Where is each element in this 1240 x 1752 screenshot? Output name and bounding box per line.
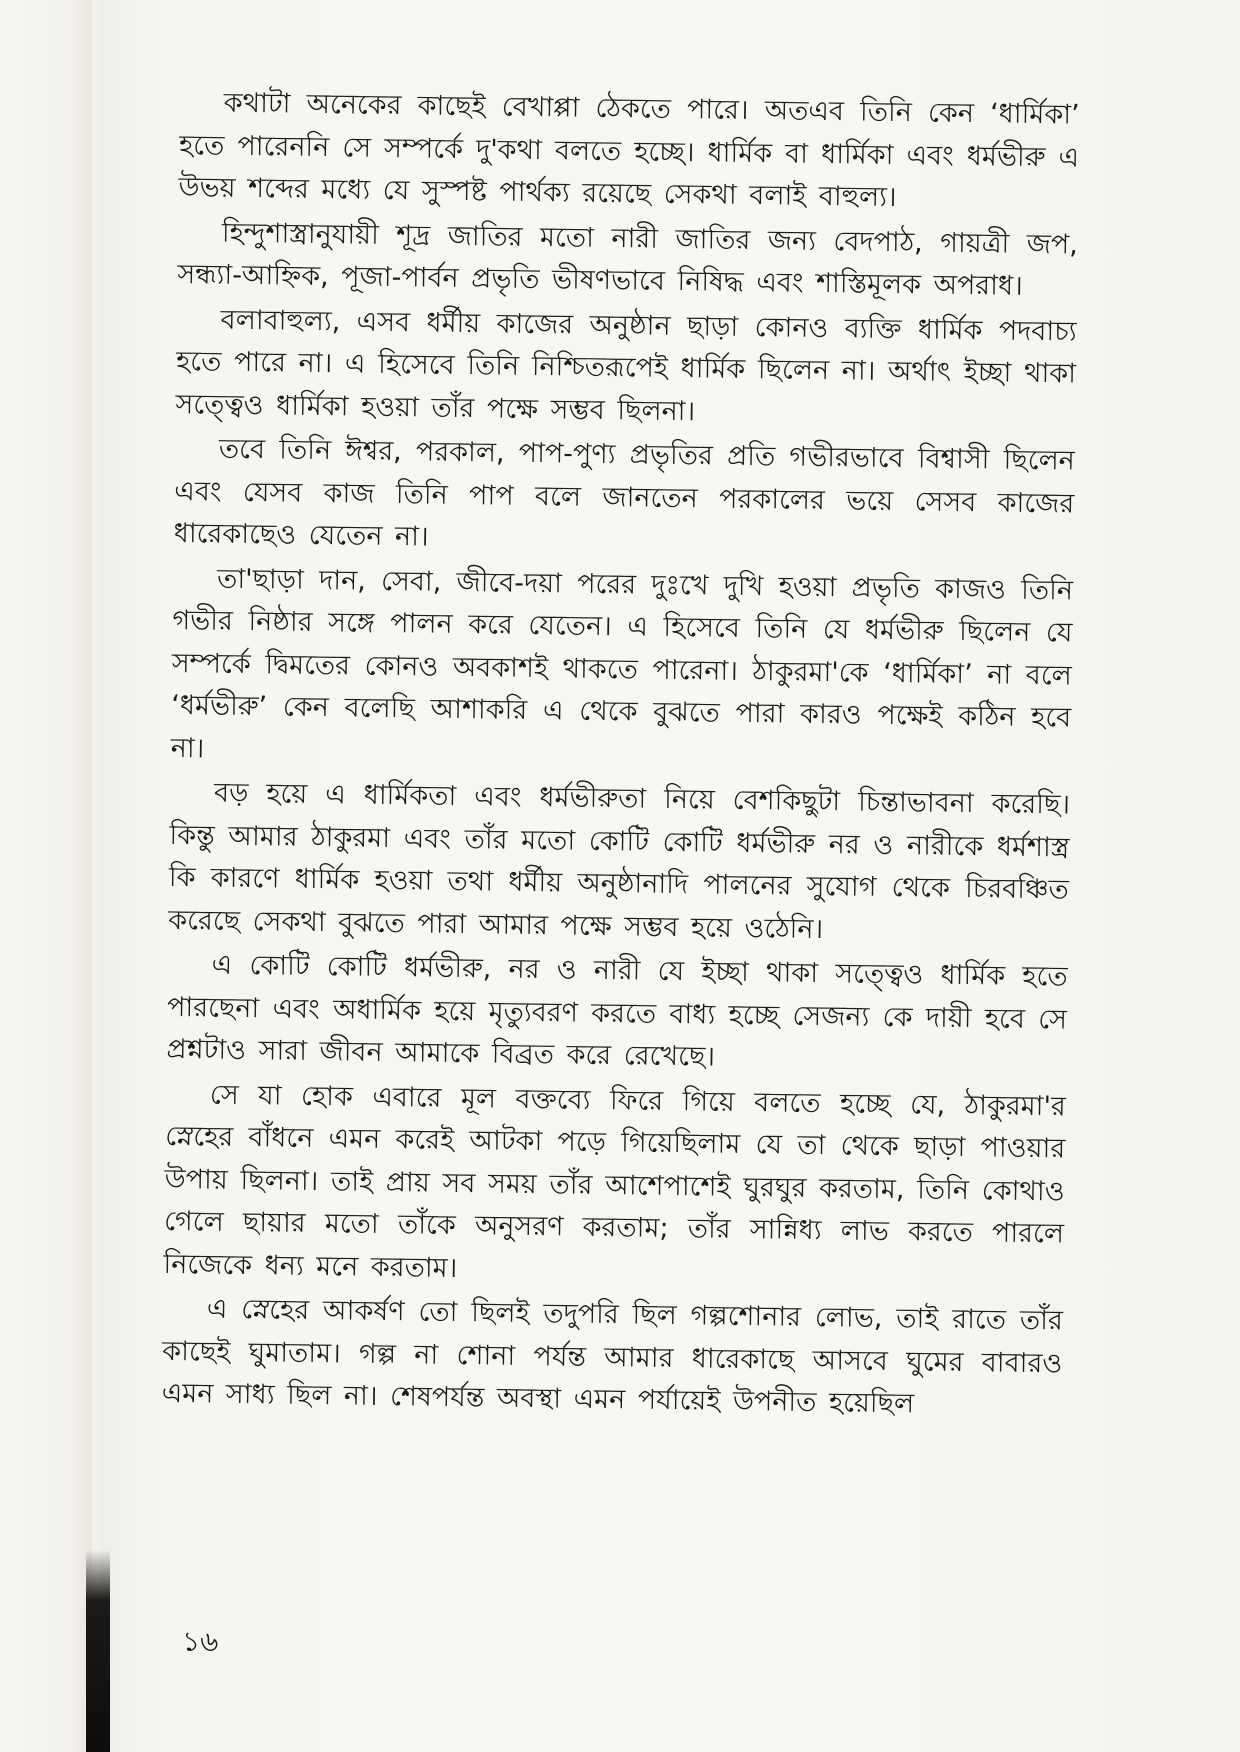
page-text: [161, 82, 1080, 1430]
paragraph-3: বলাবাহুল্য, এসব ধর্মীয় কাজের অনুষ্ঠান ছাড়া কোনও ব্যক্তি ধার্মিক পদবাচ্য হতে পারে না। এ হিসেবে তিনি নিশ্চিতরূপেই ধার্মিক ছিলেন না। অর্থাৎ ইচ্ছা থাকা সত্ত্বেও ধার্মিকা হওয়া তাঁর পক্ষে সম্ভব ছিলনা।: [175, 304, 1077, 427]
paragraph-7: এ কোটি কোটি ধর্মভীরু, নর ও নারী যে ইচ্ছা থাকা সত্ত্বেও ধার্মিক হতে পারছেনা এবং অধার্মিক হয়ে মৃত্যুবরণ করতে বাধ্য হচ্ছে সেজন্য কে দায়ী হবে সে প্রশ্নটাও সারা জীবন আমাকে বিব্রত করে রেখেছে।: [166, 949, 1068, 1073]
paragraph-8: সে যা হোক এবারে মূল বক্তব্যে ফিরে গিয়ে বলতে হচ্ছে যে, ঠাকুরমা'র স্নেহের বাঁধনে এমন করেই আটকা পড়ে গিয়েছিলাম যে তা থেকে ছাড়া পাওয়ার উপায় ছিলনা। তাই প্রায় সব সময় তাঁর আশেপাশেই ঘুরঘুর করতাম, তিনি কোথাও গেলে ছায়ার মতো তাঁকে অনুসরণ করতাম; তাঁর সান্নিধ্য লাভ করতে পারলে নিজেকে ধন্য মনে করতাম।: [163, 1079, 1066, 1284]
paragraph-9: এ স্নেহের আকর্ষণ তো ছিলই তদুপরি ছিল গল্পশোনার লোভ, তাই রাতে তাঁর কাছেই ঘুমাতাম। গল্প না শোনা পর্যন্ত আমার ধারেকাছে আসবে ঘুমের বাবারও এমন সাধ্য ছিল না। শেষপর্যন্ত অবস্থা এমন পর্যায়েই উপনীত হয়েছিল: [161, 1293, 1064, 1420]
book-spine-shadow: [86, 1550, 110, 1752]
paragraph-1: কথাটা অনেকের কাছেই বেখাপ্পা ঠেকতে পারে। অতএব তিনি কেন ‘ধার্মিকা’ হতে পারেননি সে সম্পর্কে দু'কথা বলতে হচ্ছে। ধার্মিক বা ধার্মিকা এবং ধর্মভীরু এ উভয় শব্দের মধ্যে যে সুস্পষ্ট পার্থক্য রয়েছে সেকথা বলাই বাহুল্য।: [178, 87, 1080, 214]
paragraph-5: তা'ছাড়া দান, সেবা, জীবে-দয়া পরের দুঃখে দুখি হওয়া প্রভৃতি কাজও তিনি গভীর নিষ্ঠার সঙ্গে পালন করে যেতেন। এ হিসেবে তিনি যে ধর্মভীরু ছিলেন যে সম্পর্কে দ্বিমতের কোনও অবকাশই থাকতে পারেনা। ঠাকুরমা'কে ‘ধার্মিকা’ না বলে ‘ধর্মভীরু’ কেন বলেছি আশাকরি এ থেকে বুঝতে পারা কারও পক্ষেই কঠিন হবে না।: [170, 563, 1074, 764]
page-number: ১৬: [182, 1625, 219, 1658]
paragraph-4: তবে তিনি ঈশ্বর, পরকাল, পাপ-পুণ্য প্রভৃতির প্রতি গভীরভাবে বিশ্বাসী ছিলেন এবং যেসব কাজ তিনি পাপ বলে জানতেন পরকালের ভয়ে সেসব কাজের ধারেকাছেও যেতেন না।: [173, 433, 1076, 553]
paragraph-6: বড় হয়ে এ ধার্মিকতা এবং ধর্মভীরুতা নিয়ে বেশকিছুটা চিন্তাভাবনা করেছি। কিন্তু আমার ঠাকুরমা এবং তাঁর মতো কোটি কোটি ধর্মভীরু নর ও নারীকে ধর্মশাস্ত্র কি কারণে ধার্মিক হওয়া তথা ধর্মীয় অনুষ্ঠানাদি পালনের সুযোগ থেকে চিরবঞ্চিত করেছে সেকথা বুঝতে পারা আমার পক্ষে সম্ভব হয়ে ওঠেনি।: [168, 777, 1071, 945]
paragraph-2: হিন্দুশাস্ত্রানুযায়ী শূদ্র জাতির মতো নারী জাতির জন্য বেদপাঠ, গায়ত্রী জপ, সন্ধ্যা-আহ্নিক, পূজা-পার্বন প্রভৃতি ভীষণভাবে নিষিদ্ধ এবং শাস্তিমূলক অপরাধ।: [177, 217, 1079, 302]
scan-margin: [0, 0, 92, 1752]
